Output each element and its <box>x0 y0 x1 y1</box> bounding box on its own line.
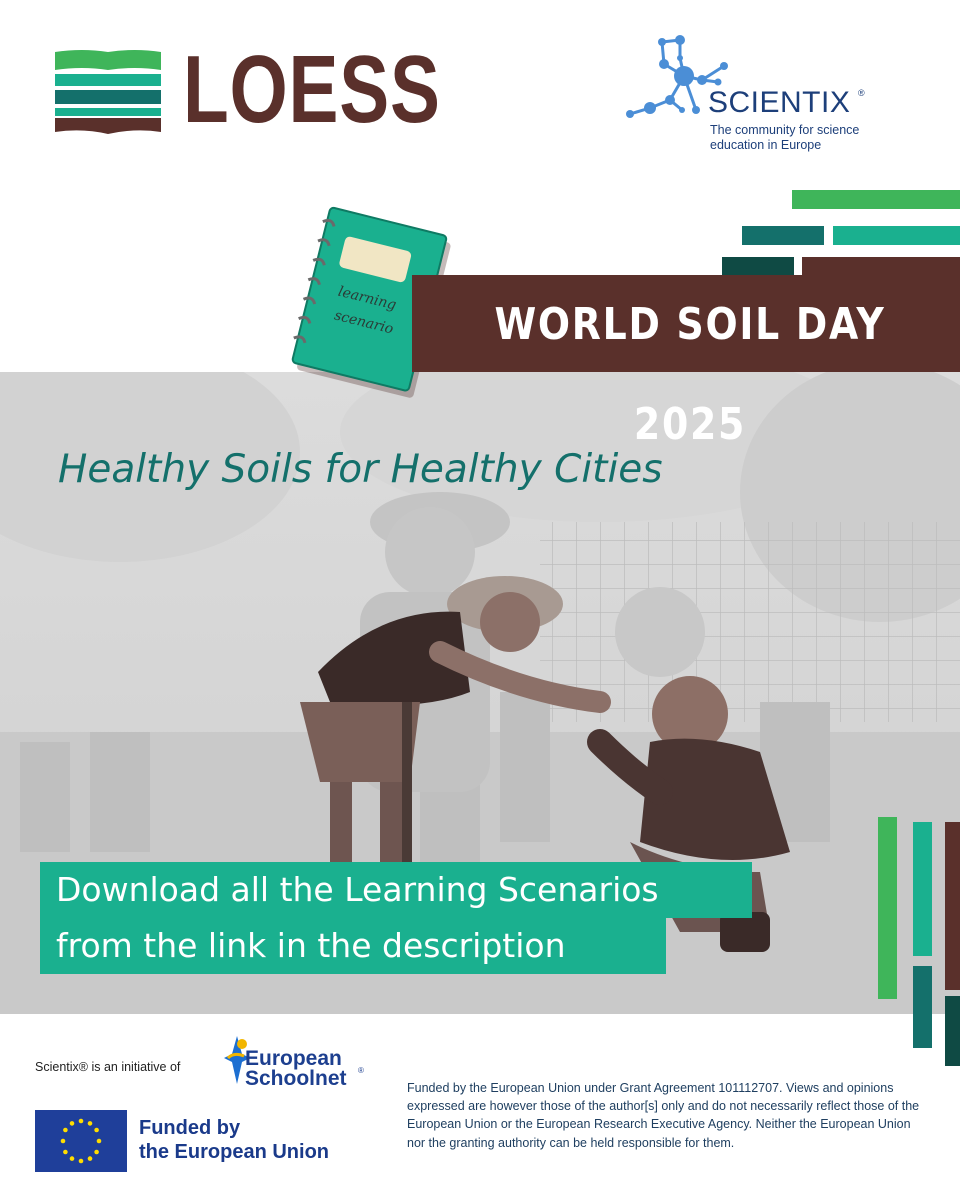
scientix-registered-mark: ® <box>858 88 865 98</box>
scientix-wordmark: SCIENTIX <box>708 86 851 119</box>
decor-stripe-deep <box>722 257 794 276</box>
decor-vbar-deep <box>945 996 960 1066</box>
subtitle: Healthy Soils for Healthy Cities <box>58 447 663 492</box>
decor-vbar-dark-teal <box>913 966 932 1048</box>
decor-vbar-green <box>878 817 897 999</box>
eun-registered-mark: ® <box>358 1066 364 1075</box>
decor-stripe-teal <box>833 226 960 245</box>
eu-funded-line2: the European Union <box>139 1141 329 1163</box>
eu-flag-icon <box>35 1110 127 1172</box>
loess-logo-text: LOESS <box>183 36 441 143</box>
cta-line-1: Download all the Learning Scenarios <box>40 862 752 918</box>
scientix-tagline: The community for science education in Europe <box>710 123 860 152</box>
funding-disclaimer: Funded by the European Union under Grant Agreement 101112707. Views and opinions expressed are however those of the author[s] only and do not necessarily reflect those of the European Union or the European Research Executive Agency. Neither the European Union nor the granting authority can be held responsible for them. <box>407 1081 920 1150</box>
decor-vbar-teal <box>913 822 932 956</box>
page-title: WORLD SOIL DAY 2025 <box>494 299 886 450</box>
eu-funded-line1: Funded by <box>139 1117 241 1139</box>
decor-stripe-green <box>792 190 960 209</box>
eun-logo-line1: European <box>245 1047 342 1070</box>
decor-vbar-brown <box>945 822 960 990</box>
footer-initiative-text: Scientix® is an initiative of <box>35 1060 181 1074</box>
decor-stripe-dark-teal <box>742 226 824 245</box>
decor-stripe-brown <box>802 257 960 276</box>
eun-logo-line2: Schoolnet <box>245 1067 347 1090</box>
notebook-line2: scenario <box>332 307 395 338</box>
notebook-line1: learning <box>336 283 398 314</box>
cta-line-2: from the link in the description <box>40 918 666 974</box>
